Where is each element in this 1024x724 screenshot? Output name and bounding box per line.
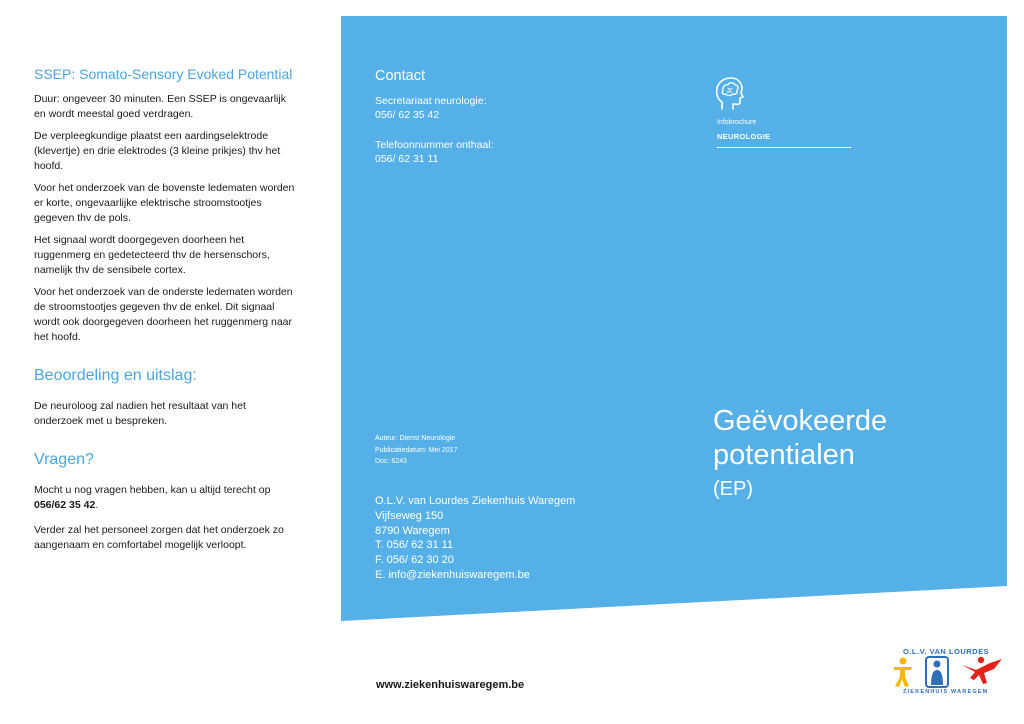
beoordeling-text: De neuroloog zal nadien het resultaat van het onderzoek met u bespreken. [34,400,246,427]
ssep-heading: SSEP: Somato-Sensory Evoked Potential [34,66,293,82]
logo-red-figure [962,657,1002,684]
address-name: O.L.V. van Lourdes Ziekenhuis Waregem [375,495,576,507]
onthaal-phone: 056/ 62 31 11 [375,153,439,165]
logo-name: O.L.V. VAN LOURDES [903,647,990,656]
ssep-paragraph: De verpleegkundige plaatst een aardingselektrode (klevertje) en drie elektrodes (3 kleine prikjes) thv het hoofd. [34,130,281,172]
vragen-heading: Vragen? [34,451,94,468]
ssep-paragraph: Duur: ongeveer 30 minuten. Een SSEP is ongevaarlijk en wordt meestal goed verdragen. [34,93,286,120]
logo-subtitle: ZIEKENHUIS WAREGEM [903,689,989,695]
address-city: 8790 Waregem [375,524,450,537]
document-subtitle: (EP) [713,478,753,500]
contact-title: Contact [375,68,425,84]
address-fax: F. 056/ 62 30 20 [375,554,454,567]
meta-doc: Doc: 6243 [375,458,407,465]
meta-date: Publicatiedatum: Mei 2017 [375,446,458,454]
brochure-kicker: Infobrochure [717,119,757,126]
secretariaat-label: Secretariaat neurologie: [375,95,487,107]
beoordeling-heading: Beoordeling en uitslag: [34,367,197,384]
onthaal-contact [375,138,494,166]
title-line-2: potentialen [713,439,855,471]
ssep-paragraph: Voor het onderzoek van de bovenste ledematen worden er korte, ongevaarlijke elektrische stroomstootjes gegeven thv de pols. [34,182,295,224]
logo-yellow-figure [894,658,912,688]
brain-head-icon [714,76,744,112]
website-link[interactable]: www.ziekenhuiswaregem.be [376,679,525,691]
address-street: Vijfseweg 150 [375,509,444,522]
ssep-paragraph: Het signaal wordt doorgegeven doorheen het ruggenmerg en gedetecteerd thv de hersenschors, namelijk thv de sensibele cortex. [34,234,270,276]
title-line-1: Geëvokeerde [713,405,888,437]
address-email[interactable]: E. info@ziekenhuiswaregem.be [375,568,530,581]
hospital-address [375,494,575,583]
vragen-text-start: Mocht u nog vragen hebben, kan u altijd terecht op [34,484,271,496]
vragen-text-2: Verder zal het personeel zorgen dat het onderzoek zo aangenaam en comfortabel mogelijk verloopt. [34,524,284,551]
onthaal-label: Telefoonnummer onthaal: [375,139,494,151]
logo-blue-figure [926,657,948,687]
vragen-phone: 056/62 35 42 [34,499,96,511]
vragen-text-end: . [95,499,99,511]
secretariaat-contact [375,94,487,122]
left-column [34,66,296,560]
ssep-paragraph: Voor het onderzoek van de onderste ledematen worden de stroomstootjes gegeven thv de enkel. Dit signaal wordt ook doorgegeven doorheen het ruggenmerg naar het hoofd. [34,286,293,343]
brochure-divider [717,147,851,148]
document-meta [375,433,458,468]
meta-author: Auteur: Dienst Neurologie [375,435,456,442]
panel-content [341,16,1007,621]
brochure-topic: NEUROLOGIE [717,132,771,141]
document-title [713,404,887,472]
address-tel: T. 056/ 62 31 11 [375,539,454,552]
cover-panel [341,16,1007,621]
secretariaat-phone: 056/ 62 35 42 [375,109,440,121]
vragen-text [34,483,296,513]
